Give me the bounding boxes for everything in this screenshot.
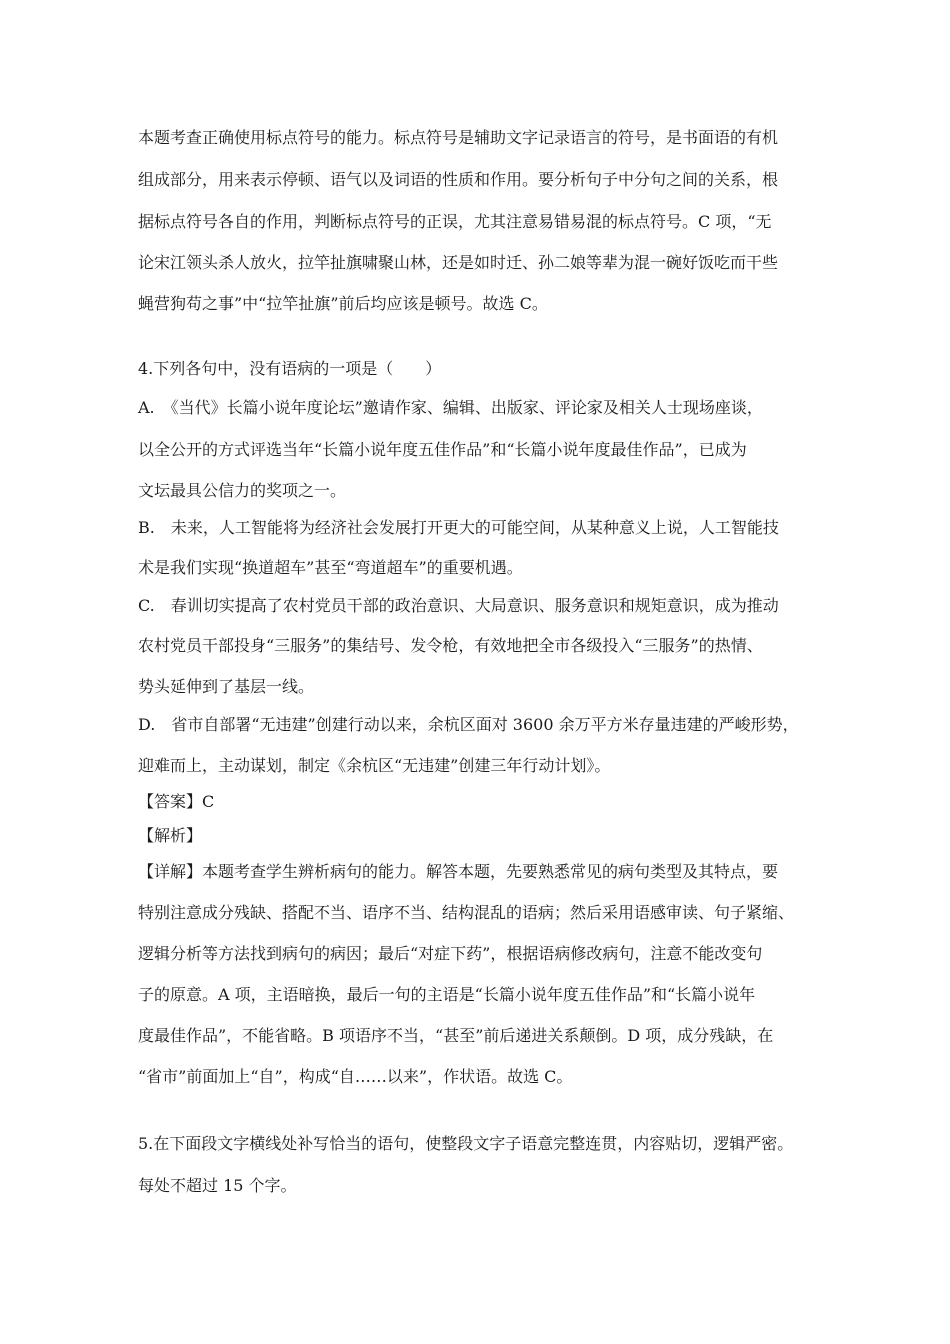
option-c-line: 势头延伸到了基层一线。 bbox=[138, 677, 315, 696]
analysis-label: 【解析】 bbox=[138, 826, 203, 845]
explanation-line: 度最佳作品”，不能省略。B 项语序不当，“甚至”前后递进关系颠倒。D 项，成分残缺，在 bbox=[138, 1026, 774, 1045]
explanation-line: 特别注意成分残缺、搭配不当、语序不当、结构混乱的语病；然后采用语感审读、句子紧缩、 bbox=[138, 903, 795, 922]
explanation-line: 子的原意。A 项，主语暗换，最后一句的主语是“长篇小说年度五佳作品”和“长篇小说年 bbox=[138, 985, 756, 1004]
option-a-line: 以全公开的方式评选当年“长篇小说年度五佳作品”和“长篇小说年度最佳作品”，已成为 bbox=[138, 440, 747, 459]
option-d-line: D. 省市自部署“无违建”创建行动以来，余杭区面对 3600 余万平方米存量违建的严峻形势， bbox=[138, 715, 799, 734]
intro-line: 本题考查正确使用标点符号的能力。标点符号是辅助文字记录语言的符号，是书面语的有机 bbox=[138, 128, 779, 147]
option-c-line: 农村党员干部投身“三服务”的集结号、发令枪，有效地把全市各级投入“三服务”的热情、 bbox=[138, 636, 763, 655]
explanation-line: “省市”前面加上“自”，构成“自……以来”，作状语。故选 C。 bbox=[138, 1067, 573, 1086]
answer-label: 【答案】C bbox=[138, 792, 215, 811]
intro-line: 组成部分，用来表示停顿、语气以及词语的性质和作用。要分析句子中分句之间的关系，根 bbox=[138, 170, 779, 189]
explanation-line: 逻辑分析等方法找到病句的病因；最后“对症下药”，根据语病修改病句，注意不能改变句 bbox=[138, 944, 763, 963]
intro-line: 蝇营狗苟之事”中“拉竿扯旗”前后均应该是顿号。故选 C。 bbox=[138, 294, 548, 313]
explanation-line: 【详解】本题考查学生辨析病句的能力。解答本题，先要熟悉常见的病句类型及其特点，要 bbox=[138, 862, 779, 881]
option-a-line: 文坛最具公信力的奖项之一。 bbox=[138, 481, 347, 500]
question-4-stem: 4.下列各句中，没有语病的一项是（ ） bbox=[138, 359, 442, 378]
intro-line: 论宋江领头杀人放火，拉竿扯旗啸聚山林，还是如时迁、孙二娘等辈为混一碗好饭吃而干些 bbox=[138, 253, 779, 272]
question-5-stem: 5.在下面段文字横线处补写恰当的语句，使整段文字子语意完整连贯，内容贴切，逻辑严密。 bbox=[138, 1134, 794, 1153]
question-5-stem: 每处不超过 15 个字。 bbox=[138, 1176, 297, 1195]
option-b-line: B. 未来，人工智能将为经济社会发展打开更大的可能空间，从某种意义上说，人工智能技 bbox=[138, 518, 779, 537]
option-b-line: 术是我们实现“换道超车”甚至“弯道超车”的重要机遇。 bbox=[138, 558, 523, 577]
option-d-line: 迎难而上，主动谋划，制定《余杭区“无违建”创建三年行动计划》。 bbox=[138, 756, 611, 775]
option-c-line: C. 春训切实提高了农村党员干部的政治意识、大局意识、服务意识和规矩意识，成为推动 bbox=[138, 596, 779, 615]
intro-line: 据标点符号各自的作用，判断标点符号的正误，尤其注意易错易混的标点符号。C 项，“无 bbox=[138, 212, 772, 231]
option-a-line: A. 《当代》长篇小说年度论坛”邀请作家、编辑、出版家、评论家及相关人士现场座谈， bbox=[138, 398, 763, 417]
